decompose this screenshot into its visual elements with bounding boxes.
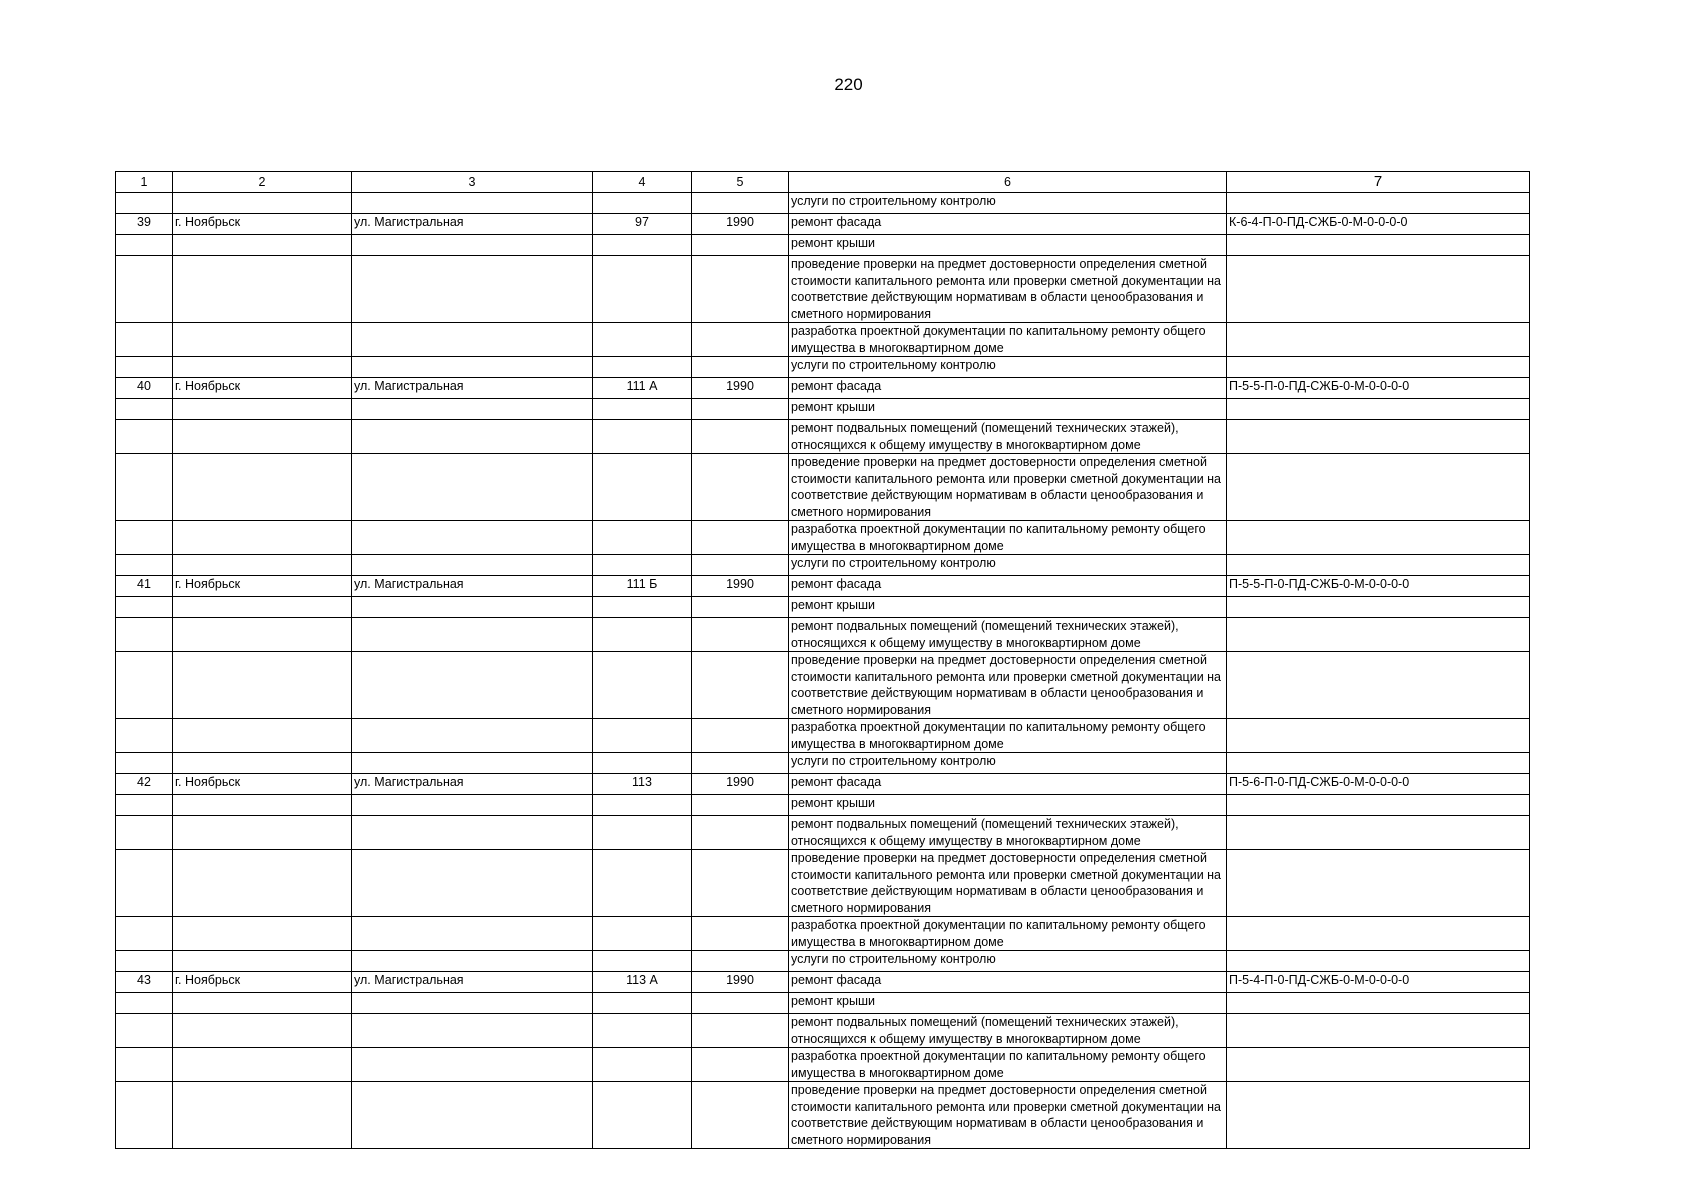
cell-year xyxy=(692,420,789,454)
cell-house xyxy=(593,618,692,652)
cell-city xyxy=(173,753,352,774)
cell-code: П-5-6-П-0-ПД-СЖБ-0-М-0-0-0-0 xyxy=(1227,774,1530,795)
cell-work-type: услуги по строительному контролю xyxy=(789,357,1227,378)
cell-city xyxy=(173,399,352,420)
cell-city xyxy=(173,795,352,816)
cell-number xyxy=(116,256,173,323)
cell-number xyxy=(116,719,173,753)
cell-year: 1990 xyxy=(692,576,789,597)
table-row xyxy=(116,652,1530,719)
cell-street xyxy=(352,597,593,618)
cell-street xyxy=(352,795,593,816)
cell-house xyxy=(593,850,692,917)
cell-city xyxy=(173,256,352,323)
cell-code xyxy=(1227,1048,1530,1082)
table-row xyxy=(116,774,1530,795)
cell-number xyxy=(116,399,173,420)
cell-city xyxy=(173,652,352,719)
cell-city xyxy=(173,193,352,214)
cell-house xyxy=(593,816,692,850)
cell-street xyxy=(352,1082,593,1149)
cell-work-type: ремонт фасада xyxy=(789,972,1227,993)
cell-city xyxy=(173,1048,352,1082)
cell-city xyxy=(173,618,352,652)
cell-house xyxy=(593,555,692,576)
cell-year xyxy=(692,1048,789,1082)
cell-house xyxy=(593,951,692,972)
cell-city: г. Ноябрьск xyxy=(173,214,352,235)
cell-number xyxy=(116,917,173,951)
cell-year xyxy=(692,816,789,850)
table-row xyxy=(116,972,1530,993)
cell-year xyxy=(692,555,789,576)
cell-street xyxy=(352,1014,593,1048)
cell-house xyxy=(593,323,692,357)
table-row xyxy=(116,193,1530,214)
cell-street xyxy=(352,399,593,420)
cell-house xyxy=(593,399,692,420)
cell-year xyxy=(692,652,789,719)
cell-work-type: ремонт крыши xyxy=(789,235,1227,256)
cell-year xyxy=(692,357,789,378)
cell-house xyxy=(593,993,692,1014)
cell-city: г. Ноябрьск xyxy=(173,972,352,993)
table-row xyxy=(116,576,1530,597)
cell-work-type: ремонт фасада xyxy=(789,214,1227,235)
cell-street xyxy=(352,521,593,555)
cell-work-type: услуги по строительному контролю xyxy=(789,555,1227,576)
cell-code xyxy=(1227,256,1530,323)
cell-city xyxy=(173,1014,352,1048)
cell-number xyxy=(116,652,173,719)
cell-year xyxy=(692,323,789,357)
table-header xyxy=(116,172,1530,193)
cell-number xyxy=(116,555,173,576)
table-row xyxy=(116,1048,1530,1082)
table-row xyxy=(116,951,1530,972)
cell-street xyxy=(352,420,593,454)
cell-house xyxy=(593,420,692,454)
table-row xyxy=(116,719,1530,753)
cell-city xyxy=(173,357,352,378)
table-row xyxy=(116,753,1530,774)
cell-street xyxy=(352,357,593,378)
cell-year xyxy=(692,753,789,774)
table-row xyxy=(116,1082,1530,1149)
table-row xyxy=(116,256,1530,323)
cell-street: ул. Магистральная xyxy=(352,774,593,795)
table-body xyxy=(116,193,1530,1149)
cell-house xyxy=(593,256,692,323)
cell-street xyxy=(352,816,593,850)
cell-work-type: проведение проверки на предмет достоверности определения сметной стоимости капитального ремонта или проверки сметной документации на соответствие действующим нормативам в области ценообразования и сметного нормирования xyxy=(789,850,1227,917)
cell-number xyxy=(116,850,173,917)
cell-code xyxy=(1227,719,1530,753)
cell-number xyxy=(116,618,173,652)
column-header-7: 7 xyxy=(1227,172,1530,193)
cell-code xyxy=(1227,753,1530,774)
cell-house xyxy=(593,753,692,774)
cell-house xyxy=(593,597,692,618)
cell-city xyxy=(173,993,352,1014)
cell-work-type: разработка проектной документации по капитальному ремонту общего имущества в многоквартирном доме xyxy=(789,1048,1227,1082)
cell-year xyxy=(692,795,789,816)
cell-number xyxy=(116,795,173,816)
repair-register-table xyxy=(115,171,1530,1149)
cell-number xyxy=(116,193,173,214)
cell-street xyxy=(352,454,593,521)
cell-city: г. Ноябрьск xyxy=(173,774,352,795)
cell-number: 43 xyxy=(116,972,173,993)
cell-work-type: проведение проверки на предмет достоверности определения сметной стоимости капитального ремонта или проверки сметной документации на соответствие действующим нормативам в области ценообразования и сметного нормирования xyxy=(789,256,1227,323)
cell-work-type: ремонт крыши xyxy=(789,399,1227,420)
cell-house: 97 xyxy=(593,214,692,235)
table-row xyxy=(116,235,1530,256)
column-header-4: 4 xyxy=(593,172,692,193)
cell-street xyxy=(352,951,593,972)
table-row xyxy=(116,618,1530,652)
cell-code xyxy=(1227,1082,1530,1149)
table-row xyxy=(116,850,1530,917)
cell-house xyxy=(593,719,692,753)
cell-work-type: ремонт подвальных помещений (помещений технических этажей), относящихся к общему имуществу в многоквартирном доме xyxy=(789,618,1227,652)
cell-number xyxy=(116,597,173,618)
cell-work-type: разработка проектной документации по капитальному ремонту общего имущества в многоквартирном доме xyxy=(789,719,1227,753)
cell-number: 41 xyxy=(116,576,173,597)
cell-street xyxy=(352,719,593,753)
header-row xyxy=(116,172,1530,193)
cell-work-type: услуги по строительному контролю xyxy=(789,951,1227,972)
cell-work-type: услуги по строительному контролю xyxy=(789,193,1227,214)
cell-year xyxy=(692,193,789,214)
cell-house xyxy=(593,917,692,951)
column-header-3: 3 xyxy=(352,172,593,193)
cell-code xyxy=(1227,454,1530,521)
cell-work-type: ремонт фасада xyxy=(789,378,1227,399)
cell-code xyxy=(1227,917,1530,951)
cell-year xyxy=(692,454,789,521)
cell-work-type: ремонт фасада xyxy=(789,774,1227,795)
cell-work-type: ремонт подвальных помещений (помещений технических этажей), относящихся к общему имуществу в многоквартирном доме xyxy=(789,1014,1227,1048)
cell-work-type: ремонт фасада xyxy=(789,576,1227,597)
cell-year xyxy=(692,993,789,1014)
table-row xyxy=(116,521,1530,555)
cell-code xyxy=(1227,816,1530,850)
cell-number xyxy=(116,521,173,555)
cell-year: 1990 xyxy=(692,378,789,399)
cell-work-type: ремонт подвальных помещений (помещений технических этажей), относящихся к общему имуществу в многоквартирном доме xyxy=(789,420,1227,454)
cell-house xyxy=(593,193,692,214)
cell-year xyxy=(692,917,789,951)
cell-code xyxy=(1227,420,1530,454)
cell-number xyxy=(116,951,173,972)
table-row xyxy=(116,357,1530,378)
table-row xyxy=(116,816,1530,850)
page-number: 220 xyxy=(834,75,863,94)
cell-street xyxy=(352,193,593,214)
cell-year xyxy=(692,597,789,618)
cell-street xyxy=(352,850,593,917)
cell-house xyxy=(593,1082,692,1149)
cell-number xyxy=(116,993,173,1014)
cell-house xyxy=(593,235,692,256)
cell-year: 1990 xyxy=(692,972,789,993)
cell-number xyxy=(116,816,173,850)
table-row xyxy=(116,993,1530,1014)
cell-year xyxy=(692,951,789,972)
cell-city xyxy=(173,1082,352,1149)
cell-code xyxy=(1227,193,1530,214)
cell-city xyxy=(173,235,352,256)
table-row xyxy=(116,420,1530,454)
table-row xyxy=(116,214,1530,235)
table-row xyxy=(116,378,1530,399)
cell-street xyxy=(352,323,593,357)
cell-number xyxy=(116,420,173,454)
cell-house xyxy=(593,454,692,521)
cell-code xyxy=(1227,555,1530,576)
column-header-5: 5 xyxy=(692,172,789,193)
cell-year xyxy=(692,521,789,555)
table-row xyxy=(116,555,1530,576)
cell-city: г. Ноябрьск xyxy=(173,576,352,597)
cell-code xyxy=(1227,597,1530,618)
cell-number xyxy=(116,454,173,521)
cell-number xyxy=(116,357,173,378)
cell-year: 1990 xyxy=(692,214,789,235)
cell-number: 39 xyxy=(116,214,173,235)
cell-code xyxy=(1227,521,1530,555)
cell-code xyxy=(1227,323,1530,357)
table-row xyxy=(116,454,1530,521)
cell-year xyxy=(692,1014,789,1048)
cell-street xyxy=(352,1048,593,1082)
cell-code xyxy=(1227,951,1530,972)
cell-code xyxy=(1227,652,1530,719)
cell-city xyxy=(173,521,352,555)
cell-street xyxy=(352,652,593,719)
cell-year: 1990 xyxy=(692,774,789,795)
cell-city: г. Ноябрьск xyxy=(173,378,352,399)
cell-city xyxy=(173,420,352,454)
cell-city xyxy=(173,917,352,951)
table-row xyxy=(116,597,1530,618)
cell-code xyxy=(1227,993,1530,1014)
cell-street xyxy=(352,555,593,576)
cell-code xyxy=(1227,1014,1530,1048)
table-row xyxy=(116,917,1530,951)
cell-work-type: проведение проверки на предмет достоверности определения сметной стоимости капитального ремонта или проверки сметной документации на соответствие действующим нормативам в области ценообразования и сметного нормирования xyxy=(789,652,1227,719)
cell-street xyxy=(352,753,593,774)
cell-city xyxy=(173,323,352,357)
cell-house xyxy=(593,521,692,555)
cell-work-type: услуги по строительному контролю xyxy=(789,753,1227,774)
cell-work-type: ремонт подвальных помещений (помещений технических этажей), относящихся к общему имуществу в многоквартирном доме xyxy=(789,816,1227,850)
cell-number xyxy=(116,1082,173,1149)
cell-number xyxy=(116,753,173,774)
cell-city xyxy=(173,719,352,753)
cell-code xyxy=(1227,357,1530,378)
table-row xyxy=(116,323,1530,357)
cell-house xyxy=(593,357,692,378)
cell-code: П-5-5-П-0-ПД-СЖБ-0-М-0-0-0-0 xyxy=(1227,378,1530,399)
cell-house: 111 А xyxy=(593,378,692,399)
cell-city xyxy=(173,555,352,576)
cell-year xyxy=(692,618,789,652)
cell-code xyxy=(1227,399,1530,420)
cell-city xyxy=(173,816,352,850)
table-row xyxy=(116,1014,1530,1048)
cell-number: 40 xyxy=(116,378,173,399)
cell-work-type: проведение проверки на предмет достоверности определения сметной стоимости капитального ремонта или проверки сметной документации на соответствие действующим нормативам в области ценообразования и сметного нормирования xyxy=(789,1082,1227,1149)
cell-year xyxy=(692,399,789,420)
cell-code xyxy=(1227,235,1530,256)
cell-street: ул. Магистральная xyxy=(352,972,593,993)
cell-city xyxy=(173,454,352,521)
cell-code xyxy=(1227,795,1530,816)
cell-number xyxy=(116,323,173,357)
cell-work-type: ремонт крыши xyxy=(789,993,1227,1014)
cell-code: К-6-4-П-0-ПД-СЖБ-0-М-0-0-0-0 xyxy=(1227,214,1530,235)
cell-street: ул. Магистральная xyxy=(352,576,593,597)
cell-house xyxy=(593,652,692,719)
cell-year xyxy=(692,1082,789,1149)
cell-city xyxy=(173,597,352,618)
cell-street: ул. Магистральная xyxy=(352,214,593,235)
cell-street xyxy=(352,256,593,323)
cell-house: 113 А xyxy=(593,972,692,993)
cell-number: 42 xyxy=(116,774,173,795)
cell-house xyxy=(593,795,692,816)
cell-work-type: разработка проектной документации по капитальному ремонту общего имущества в многоквартирном доме xyxy=(789,521,1227,555)
cell-city xyxy=(173,951,352,972)
column-header-2: 2 xyxy=(173,172,352,193)
cell-street: ул. Магистральная xyxy=(352,378,593,399)
cell-street xyxy=(352,993,593,1014)
cell-code: П-5-4-П-0-ПД-СЖБ-0-М-0-0-0-0 xyxy=(1227,972,1530,993)
cell-house xyxy=(593,1048,692,1082)
column-header-1: 1 xyxy=(116,172,173,193)
cell-work-type: ремонт крыши xyxy=(789,795,1227,816)
cell-code: П-5-5-П-0-ПД-СЖБ-0-М-0-0-0-0 xyxy=(1227,576,1530,597)
cell-year xyxy=(692,850,789,917)
cell-work-type: разработка проектной документации по капитальному ремонту общего имущества в многоквартирном доме xyxy=(789,917,1227,951)
cell-street xyxy=(352,235,593,256)
cell-house: 111 Б xyxy=(593,576,692,597)
cell-work-type: ремонт крыши xyxy=(789,597,1227,618)
cell-number xyxy=(116,1048,173,1082)
column-header-6: 6 xyxy=(789,172,1227,193)
cell-city xyxy=(173,850,352,917)
cell-year xyxy=(692,256,789,323)
cell-year xyxy=(692,719,789,753)
cell-street xyxy=(352,917,593,951)
cell-year xyxy=(692,235,789,256)
cell-number xyxy=(116,1014,173,1048)
cell-house xyxy=(593,1014,692,1048)
cell-work-type: проведение проверки на предмет достоверности определения сметной стоимости капитального ремонта или проверки сметной документации на соответствие действующим нормативам в области ценообразования и сметного нормирования xyxy=(789,454,1227,521)
cell-code xyxy=(1227,850,1530,917)
cell-work-type: разработка проектной документации по капитальному ремонту общего имущества в многоквартирном доме xyxy=(789,323,1227,357)
cell-number xyxy=(116,235,173,256)
cell-street xyxy=(352,618,593,652)
table-row xyxy=(116,795,1530,816)
table-row xyxy=(116,399,1530,420)
cell-code xyxy=(1227,618,1530,652)
cell-house: 113 xyxy=(593,774,692,795)
